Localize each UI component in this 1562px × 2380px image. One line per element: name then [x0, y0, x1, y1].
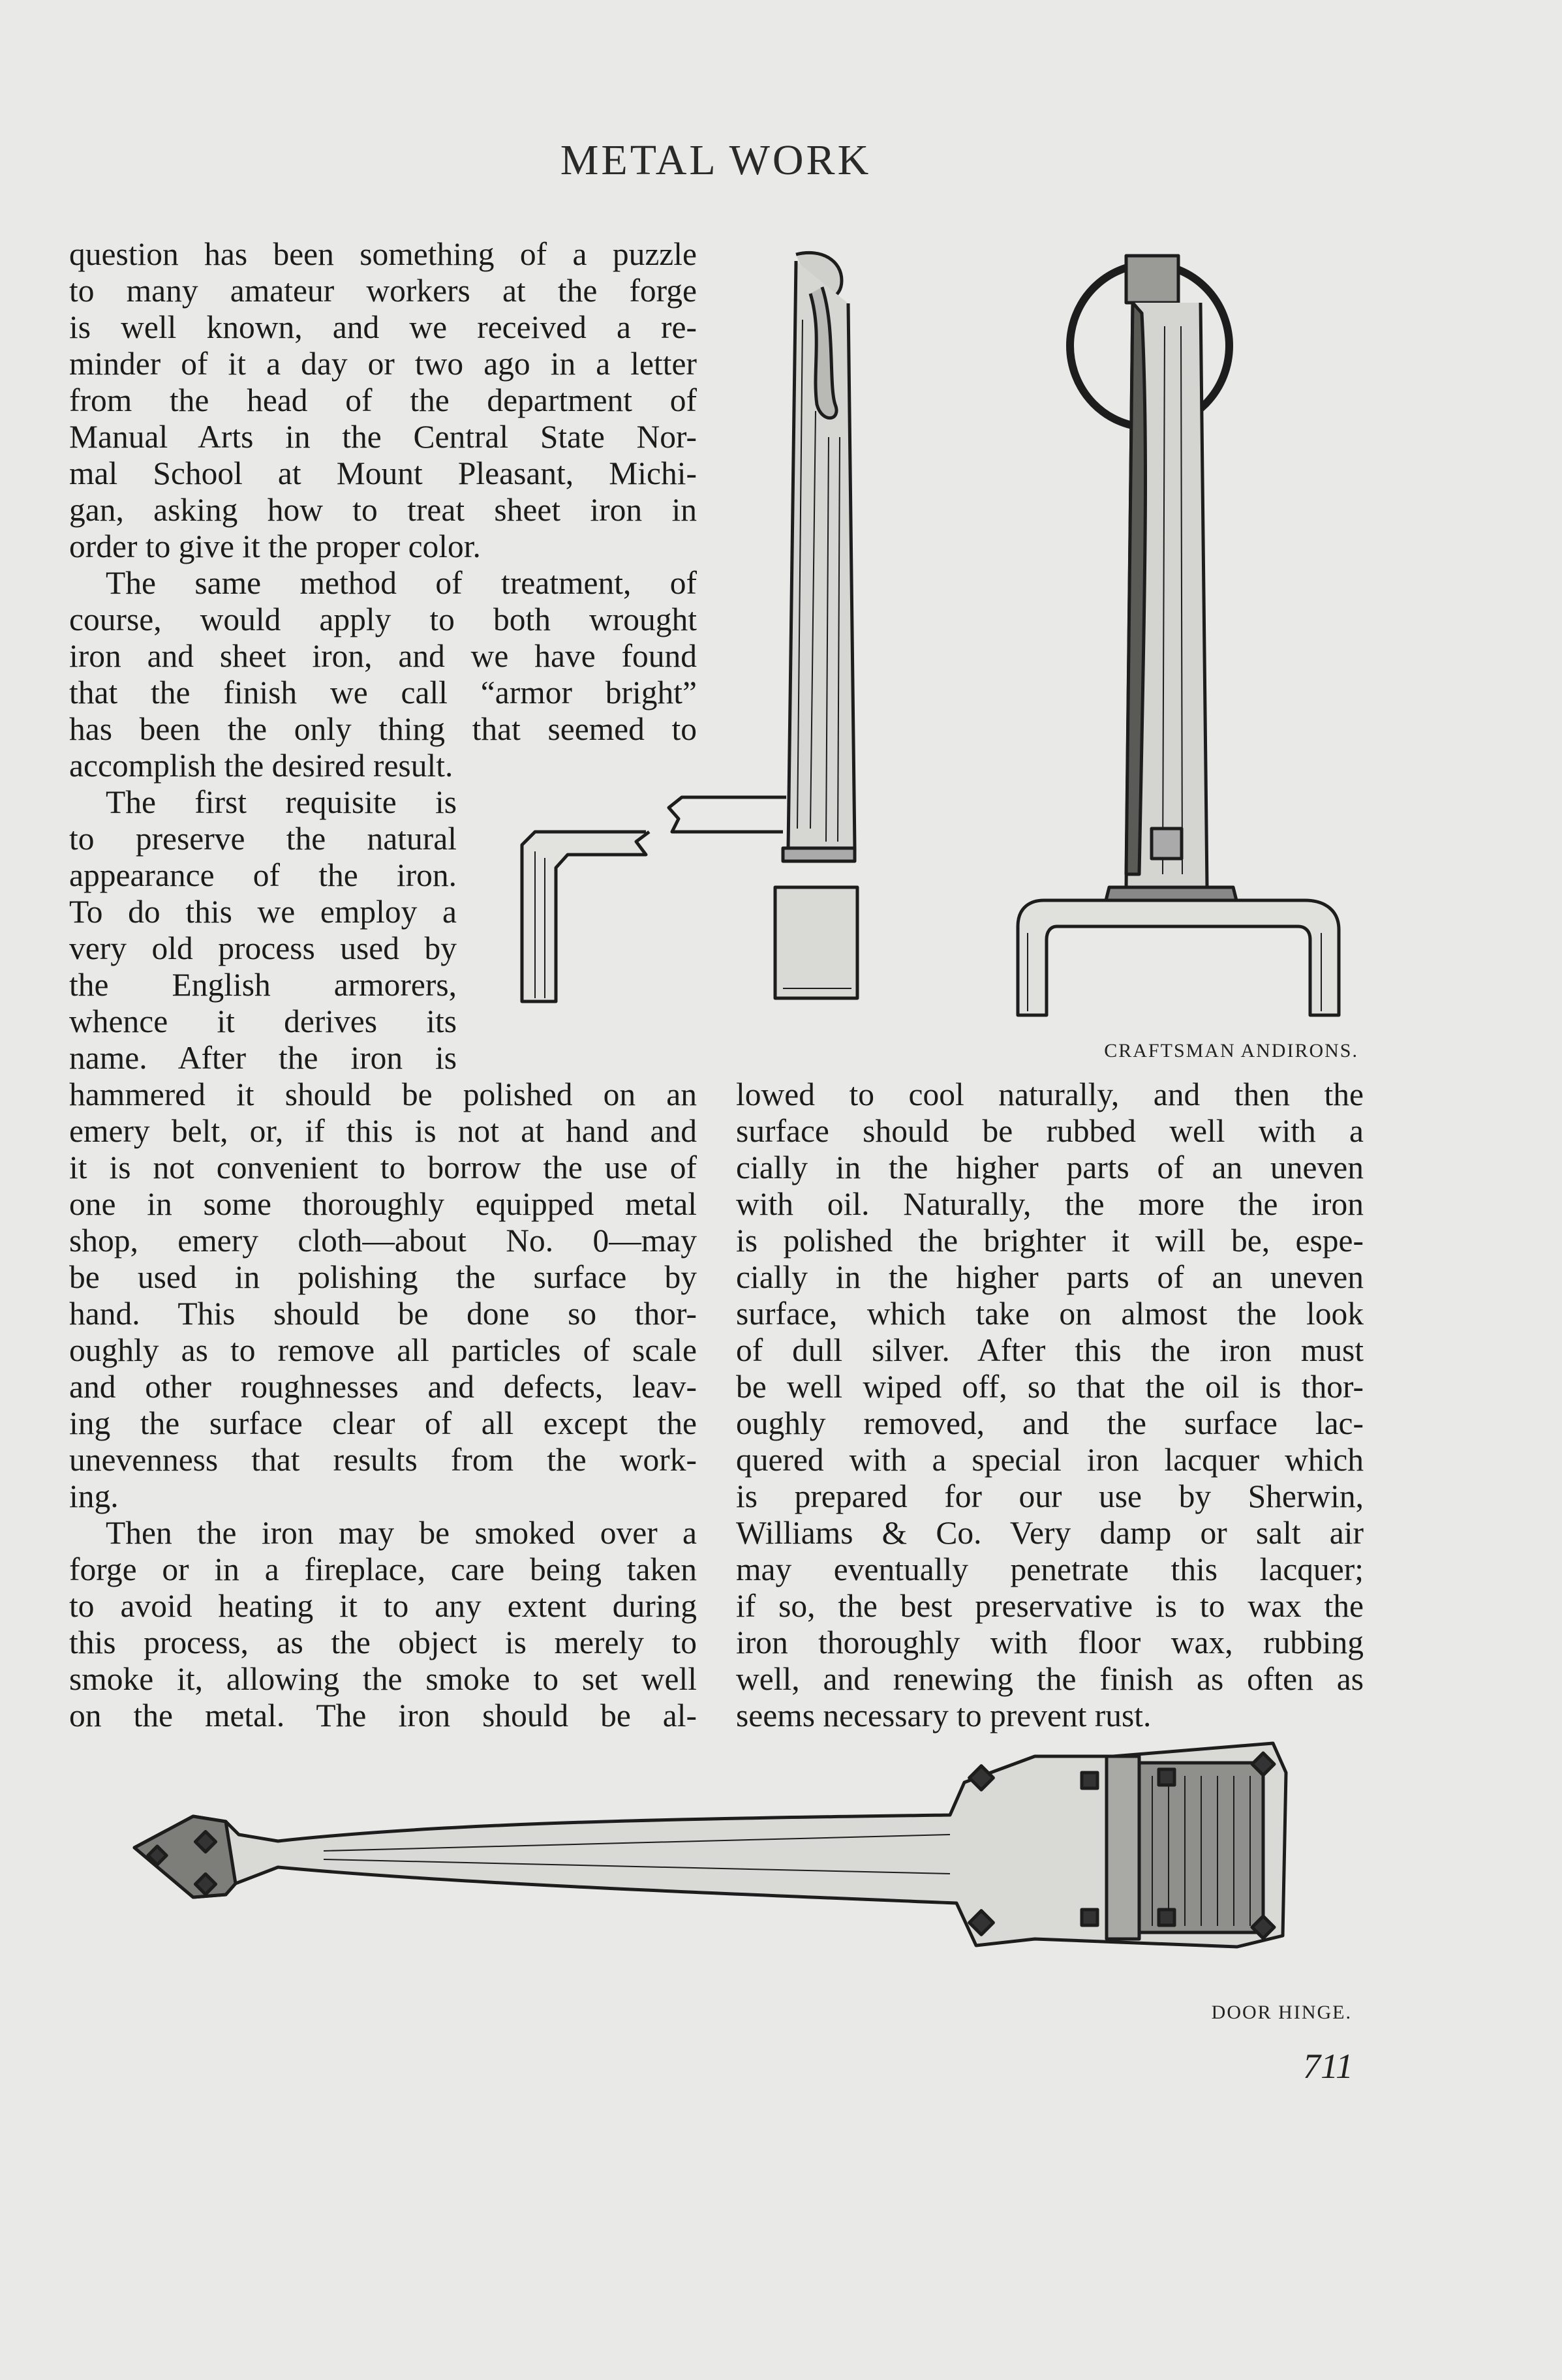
text-line: cially in the higher parts of an uneven [736, 1259, 1364, 1295]
text-line: very old process used by [69, 930, 457, 966]
text-line: appearance of the iron. [69, 857, 457, 893]
text-line: may eventually penetrate this lacquer; [736, 1551, 1364, 1587]
text-line: mal School at Mount Pleasant, Michi- [69, 455, 697, 491]
text-line: To do this we employ a [69, 894, 457, 930]
left-column-narrow [69, 784, 457, 1076]
text-line: to preserve the natural [69, 821, 457, 857]
text-line: and other roughnesses and defects, leav- [69, 1369, 697, 1405]
text-line: is polished the brighter it will be, espe- [736, 1223, 1364, 1259]
right-column [736, 1076, 1364, 1734]
text-line: ing the surface clear of all except the [69, 1405, 697, 1441]
text-line: of dull silver. After this the iron must [736, 1332, 1364, 1368]
andirons-caption: CRAFTSMAN ANDIRONS. [1104, 1040, 1358, 1061]
text-line: on the metal. The iron should be al- [69, 1698, 697, 1733]
text-line: surface should be rubbed well with a [736, 1113, 1364, 1149]
andiron-side-view-illustration [515, 241, 881, 1024]
text-line: Manual Arts in the Central State Nor- [69, 419, 697, 455]
left-column-bottom [69, 1076, 697, 1734]
text-line: whence it derives its [69, 1003, 457, 1039]
text-line: emery belt, or, if this is not at hand and [69, 1113, 697, 1149]
text-line: the English armorers, [69, 967, 457, 1003]
text-line: lowed to cool naturally, and then the [736, 1076, 1364, 1112]
text-line: quered with a special iron lacquer which [736, 1442, 1364, 1478]
text-line: to avoid heating it to any extent during [69, 1588, 697, 1624]
page-title: METAL WORK [560, 136, 872, 184]
text-line: well, and renewing the finish as often as [736, 1661, 1364, 1697]
text-line: iron and sheet iron, and we have found [69, 638, 697, 674]
text-line: hammered it should be polished on an [69, 1076, 697, 1112]
text-line: accomplish the desired result. [69, 748, 453, 784]
text-line: ing. [69, 1478, 119, 1514]
text-line: surface, which take on almost the look [736, 1296, 1364, 1332]
text-line: is prepared for our use by Sherwin, [736, 1478, 1364, 1514]
text-line: question has been something of a puzzle [69, 236, 697, 272]
text-line: has been the only thing that seemed to [69, 711, 697, 747]
text-line: with oil. Naturally, the more the iron [736, 1186, 1364, 1222]
text-line: is well known, and we received a re- [69, 309, 697, 345]
text-line: The first requisite is [106, 784, 457, 820]
text-line: hand. This should be done so thor- [69, 1296, 697, 1332]
text-line: smoke it, allowing the smoke to set well [69, 1661, 697, 1697]
text-line: if so, the best preservative is to wax the [736, 1588, 1364, 1624]
text-line: oughly removed, and the surface lac- [736, 1405, 1364, 1441]
page-number: 711 [1303, 2047, 1353, 2086]
text-line: Williams & Co. Very damp or salt air [736, 1515, 1364, 1551]
text-line: seems necessary to prevent rust. [736, 1698, 1152, 1733]
text-line: name. After the iron is [69, 1040, 457, 1076]
door-hinge-illustration [128, 1743, 1302, 1965]
text-line: Then the iron may be smoked over a [106, 1515, 697, 1551]
text-line: cially in the higher parts of an uneven [736, 1150, 1364, 1185]
text-line: iron thoroughly with floor wax, rubbing [736, 1625, 1364, 1660]
text-line: minder of it a day or two ago in a letter [69, 346, 697, 382]
text-line: be well wiped off, so that the oil is thor- [736, 1369, 1364, 1405]
text-line: gan, asking how to treat sheet iron in [69, 492, 697, 528]
text-line: to many amateur workers at the forge [69, 273, 697, 309]
text-line: course, would apply to both wrought [69, 602, 697, 637]
andiron-front-view-illustration [979, 248, 1364, 1031]
door-hinge-caption: DOOR HINGE. [1211, 2002, 1352, 2023]
text-line: unevenness that results from the work- [69, 1442, 697, 1478]
text-line: be used in polishing the surface by [69, 1259, 697, 1295]
text-line: it is not convenient to borrow the use of [69, 1150, 697, 1185]
text-line: this process, as the object is merely to [69, 1625, 697, 1660]
text-line: shop, emery cloth—about No. 0—may [69, 1223, 697, 1259]
text-line: from the head of the department of [69, 382, 697, 418]
text-line: forge or in a fireplace, care being taken [69, 1551, 697, 1587]
text-line: oughly as to remove all particles of scale [69, 1332, 697, 1368]
text-line: that the finish we call “armor bright” [69, 675, 697, 710]
text-line: one in some thoroughly equipped metal [69, 1186, 697, 1222]
text-line: The same method of treatment, of [106, 565, 697, 601]
text-line: order to give it the proper color. [69, 528, 481, 564]
